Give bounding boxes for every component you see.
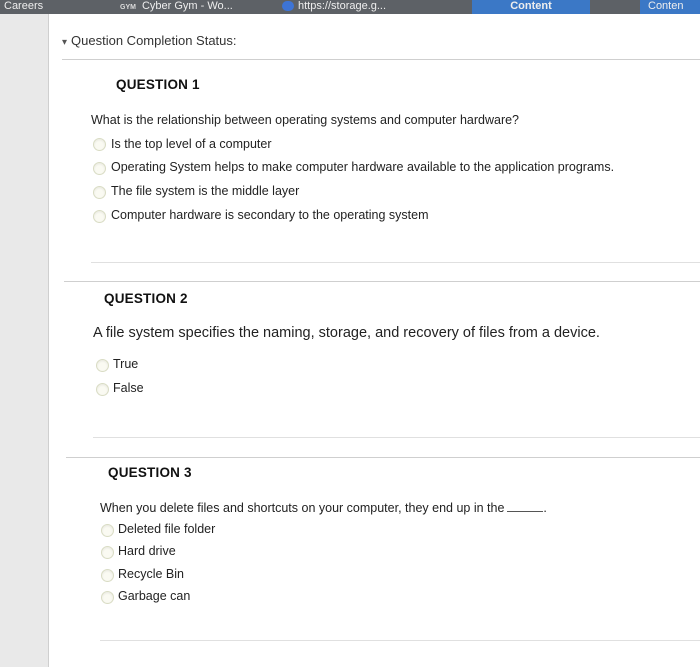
q1-option-2-label[interactable]: Operating System helps to make computer hardware available to the application programs. bbox=[111, 160, 615, 174]
left-margin bbox=[0, 14, 48, 667]
q1-option-3-label[interactable]: The file system is the middle layer bbox=[111, 184, 300, 198]
q3-option-4-radio[interactable] bbox=[101, 591, 114, 604]
q1-option-4-radio[interactable] bbox=[93, 210, 106, 223]
tab-cyber-gym[interactable] bbox=[120, 0, 233, 14]
answer-blank bbox=[507, 502, 543, 512]
gym-favicon-icon: GYM bbox=[120, 4, 136, 11]
question-separator bbox=[64, 281, 700, 282]
q2-option-1-label[interactable]: True bbox=[113, 357, 139, 371]
tab-content-2[interactable]: Conten bbox=[640, 0, 700, 14]
tab-careers[interactable]: Careers bbox=[4, 0, 44, 12]
q1-option-1-label[interactable]: Is the top level of a computer bbox=[111, 137, 272, 151]
q2-option-2-label[interactable]: False bbox=[113, 381, 144, 395]
q3-option-3-label[interactable]: Recycle Bin bbox=[118, 567, 184, 581]
divider bbox=[93, 437, 700, 438]
q3-option-1-label[interactable]: Deleted file folder bbox=[118, 522, 216, 536]
browser-tab-bar bbox=[0, 0, 700, 14]
divider bbox=[91, 262, 700, 263]
question-1-heading: QUESTION 1 bbox=[116, 77, 200, 92]
tab-content[interactable]: Content bbox=[472, 0, 590, 14]
tab-storage[interactable] bbox=[282, 0, 386, 14]
q3-option-3-radio[interactable] bbox=[101, 569, 114, 582]
q3-option-2-radio[interactable] bbox=[101, 546, 114, 559]
question-2-heading: QUESTION 2 bbox=[104, 291, 188, 306]
q3-option-2-label[interactable]: Hard drive bbox=[118, 544, 176, 558]
completion-status-toggle[interactable] bbox=[62, 33, 237, 48]
q1-option-4-label[interactable]: Computer hardware is secondary to the operating system bbox=[111, 208, 429, 222]
chevron-down-icon: ▾ bbox=[62, 37, 68, 48]
q1-option-1-radio[interactable] bbox=[93, 138, 106, 151]
divider bbox=[62, 59, 700, 60]
q3-option-1-radio[interactable] bbox=[101, 524, 114, 537]
tab-cyber-gym-label: Cyber Gym - Wo... bbox=[141, 0, 233, 12]
q3-option-4-label[interactable]: Garbage can bbox=[118, 589, 191, 603]
question-3-text-wrap: When you delete files and shortcuts on your computer, they end up in the . bbox=[100, 501, 547, 515]
question-separator bbox=[66, 457, 700, 458]
q1-option-3-radio[interactable] bbox=[93, 186, 106, 199]
question-2-text: A file system specifies the naming, storage, and recovery of files from a device. bbox=[93, 325, 600, 341]
q2-option-1-radio[interactable] bbox=[96, 359, 109, 372]
question-3-heading: QUESTION 3 bbox=[108, 465, 192, 480]
tab-storage-label: https://storage.g... bbox=[298, 0, 387, 12]
q2-option-2-radio[interactable] bbox=[96, 383, 109, 396]
storage-favicon-icon bbox=[282, 1, 294, 11]
completion-status-title: Question Completion Status: bbox=[71, 33, 237, 48]
divider bbox=[100, 640, 700, 641]
question-1-text: What is the relationship between operating systems and computer hardware? bbox=[91, 113, 520, 127]
question-3-text: When you delete files and shortcuts on your computer, they end up in the bbox=[100, 501, 505, 515]
q1-option-2-radio[interactable] bbox=[93, 162, 106, 175]
